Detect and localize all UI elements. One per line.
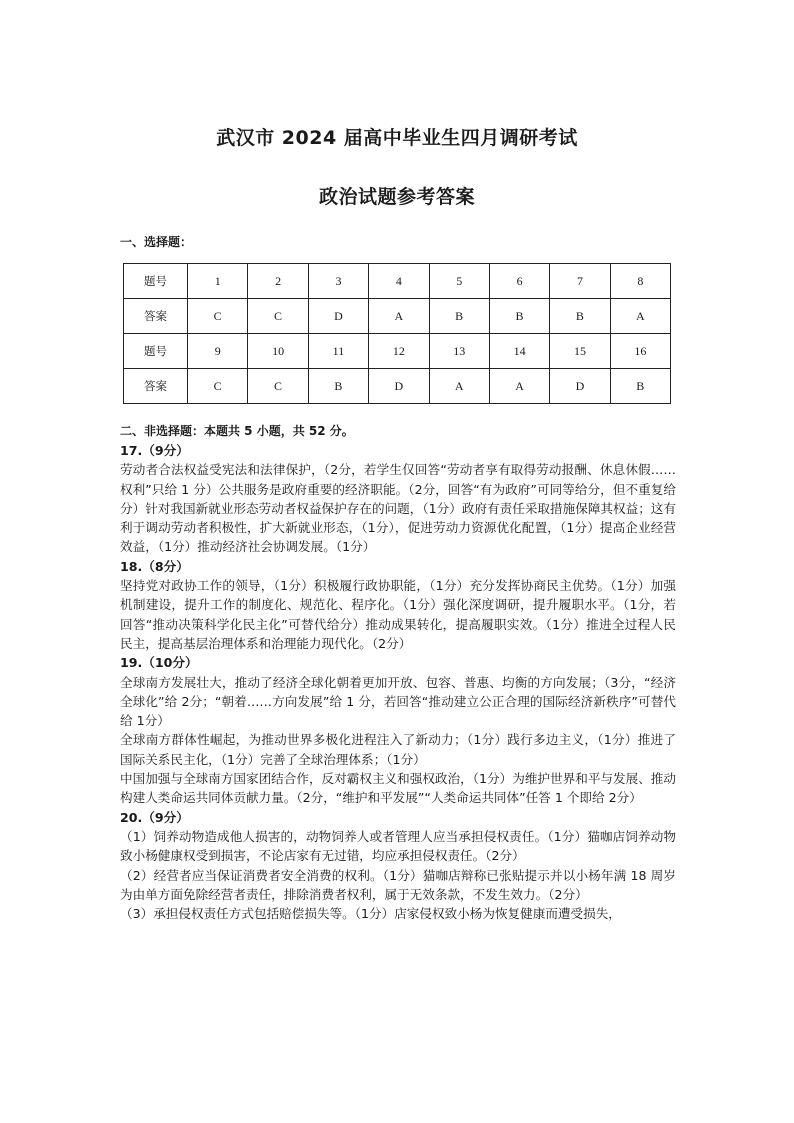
table-cell: 题号 — [124, 334, 188, 369]
table-cell: 1 — [188, 264, 248, 299]
table-cell: 12 — [369, 334, 429, 369]
table-cell: 题号 — [124, 264, 188, 299]
question-19-header: 19.（10分） — [120, 655, 198, 671]
table-cell: B — [429, 299, 489, 334]
table-cell: 13 — [429, 334, 489, 369]
table-cell: 6 — [489, 264, 549, 299]
answer-body — [120, 441, 676, 923]
table-cell: B — [308, 369, 368, 404]
table-cell: C — [188, 299, 248, 334]
question-18-header: 18.（8分） — [120, 558, 189, 574]
table-cell: A — [489, 369, 549, 404]
section-heading-non-choice: 二、非选择题：本题共 5 小题，共 52 分。 — [120, 424, 354, 438]
table-cell: A — [610, 299, 670, 334]
table-cell: 9 — [188, 334, 248, 369]
question-20-answer-part-2: （2）经营者应当保证消费者安全消费的权利。（1分）猫咖店辩称已张贴提示并以小杨年满 18 周岁为由单方面免除经营者责任，排除消费者权利，属于无效条款，不发生效力。（2分） — [120, 867, 676, 902]
table-row — [124, 334, 671, 369]
table-cell: C — [188, 369, 248, 404]
table-cell: 7 — [550, 264, 610, 299]
table-cell: 10 — [248, 334, 308, 369]
table-cell: 14 — [489, 334, 549, 369]
table-row — [124, 369, 671, 404]
table-cell: 8 — [610, 264, 670, 299]
question-19-answer-part-3: 中国加强与全球南方国家团结合作，反对霸权主义和强权政治，（1分）为维护世界和平与发展、推动构建人类命运共同体贡献力量。（2分，“维护和平发展”“人类命运共同体”任答 1 个即给 2分） — [120, 771, 676, 806]
table-cell: B — [550, 299, 610, 334]
table-cell: B — [489, 299, 549, 334]
table-cell: 11 — [308, 334, 368, 369]
table-cell: D — [550, 369, 610, 404]
table-cell: C — [248, 369, 308, 404]
question-17-header: 17.（9分） — [120, 443, 189, 458]
table-cell: 4 — [369, 264, 429, 299]
question-18-answer: 坚持党对政协工作的领导，（1分）积极履行政协职能，（1分）充分发挥协商民主优势。（1分）加强机制建设，提升工作的制度化、规范化、程序化。（1分）强化深度调研，提升履职水平。（1分，若回答“推动决策科学化民主化”可替代给分）推动成果转化，提高履职实效。（1分）推进全过程人民民主，提高基层治理体系和治理能力现代化。（2分） — [120, 578, 676, 651]
section-heading-multiple-choice: 一、选择题： — [120, 235, 193, 249]
table-cell: B — [610, 369, 670, 404]
table-cell: 5 — [429, 264, 489, 299]
table-cell: A — [429, 369, 489, 404]
question-20-answer-part-3: （3）承担侵权责任方式包括赔偿损失等。（1分）店家侵权致小杨为恢复健康而遭受损失， — [120, 906, 621, 922]
page-subtitle: 政治试题参考答案 — [318, 186, 475, 208]
table-cell: C — [248, 299, 308, 334]
table-cell: D — [369, 369, 429, 404]
table-cell: 2 — [248, 264, 308, 299]
page-title: 武汉市 2024 届高中毕业生四月调研考试 — [216, 127, 578, 149]
question-19-answer-part-1: 全球南方发展壮大，推动了经济全球化朝着更加开放、包容、普惠、均衡的方向发展；（3分，“经济全球化”给 2分；“朝着……方向发展”给 1 分，若回答“推动建立公正合理的国际经济新秩序”可替代给 1分） — [120, 674, 676, 729]
table-row — [124, 299, 671, 334]
table-cell: A — [369, 299, 429, 334]
question-17-answer: 劳动者合法权益受宪法和法律保护，（2分，若学生仅回答“劳动者享有取得劳动报酬、休息休假……权利”只给 1 分）公共服务是政府重要的经济职能。（2分，回答“有为政府”可同等给分，但不重复给分）针对我国新就业形态劳动者权益保护存在的问题，（1分）政府有责任采取措施保障其权益；这有利于调动劳动者积极性，扩大新就业形态，（1分），促进劳动力资源优化配置，（1分）提高企业经营效益，（1分）推动经济社会协调发展。（1分） — [120, 462, 676, 555]
table-cell: 3 — [308, 264, 368, 299]
table-cell: D — [308, 299, 368, 334]
question-19-answer-part-2: 全球南方群体性崛起，为推动世界多极化进程注入了新动力；（1分）践行多边主义，（1分）推进了国际关系民主化，（1分）完善了全球治理体系；（1分） — [120, 732, 676, 767]
table-cell: 答案 — [124, 299, 188, 334]
table-cell: 16 — [610, 334, 670, 369]
question-20-answer-part-1: （1）饲养动物造成他人损害的，动物饲养人或者管理人应当承担侵权责任。（1分）猫咖店饲养动物致小杨健康权受到损害，不论店家有无过错，均应承担侵权责任。（2分） — [120, 828, 676, 864]
table-cell: 15 — [550, 334, 610, 369]
table-row — [124, 264, 671, 299]
answer-table — [123, 263, 671, 404]
question-20-header: 20.（9分） — [120, 809, 189, 825]
table-cell: 答案 — [124, 369, 188, 404]
